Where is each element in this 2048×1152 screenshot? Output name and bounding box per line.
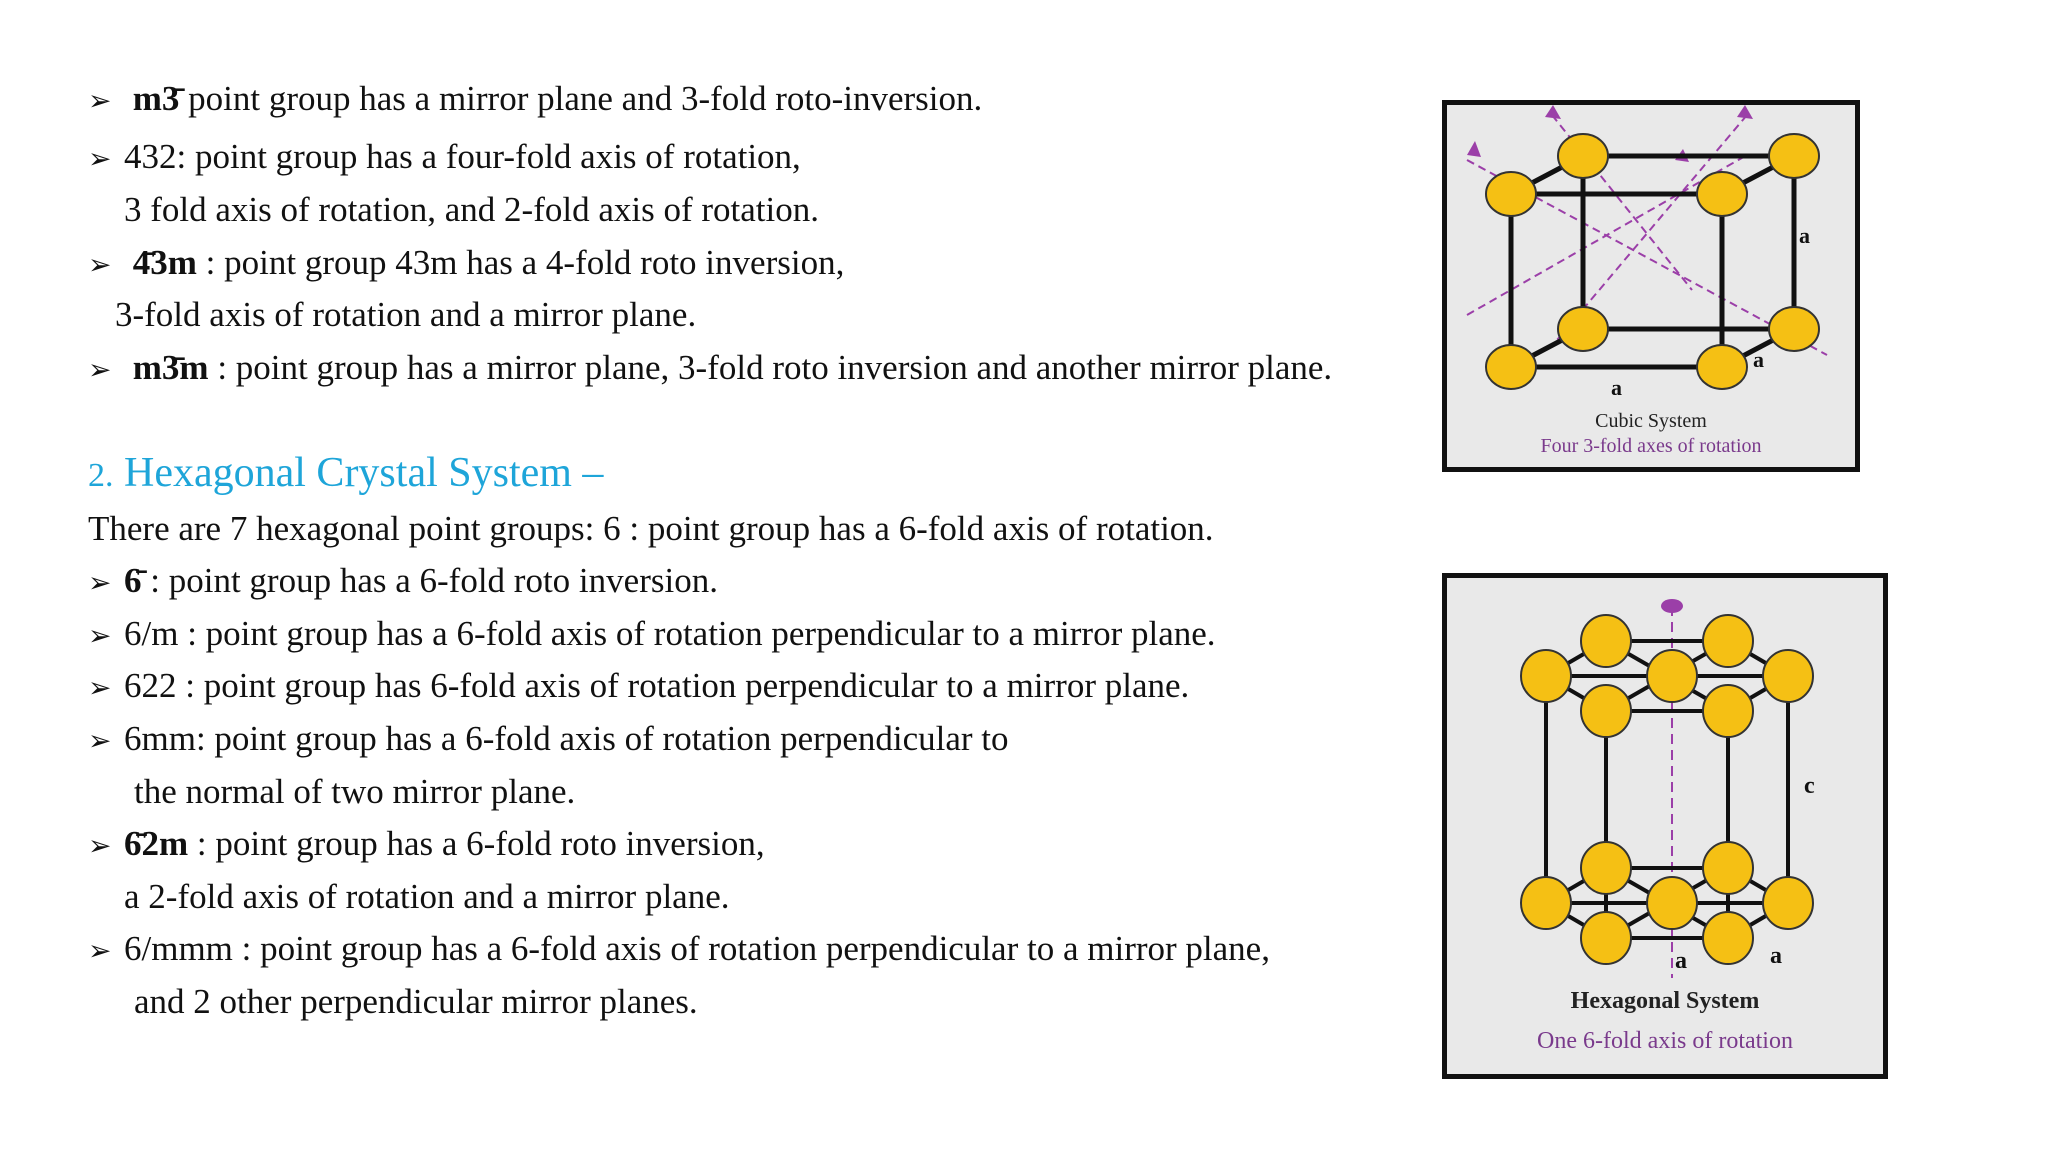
item-text: point group has a mirror plane and 3-fold roto-inversion. — [179, 79, 983, 118]
item-text: 6mm: point group has a 6-fold axis of rotation perpendicular to — [124, 719, 1009, 758]
point-group-symbol: m3̄ — [132, 79, 180, 118]
item-text: 6/mmm : point group has a 6-fold axis of rotation perpendicular to a mirror plane, — [124, 929, 1270, 968]
bullet-arrow-icon: ➢ — [88, 353, 112, 386]
cubic-item-43m — [88, 243, 844, 285]
section-number: 2. — [88, 457, 114, 494]
item-text: a 2-fold axis of rotation and a mirror plane. — [124, 877, 730, 916]
item-text: the normal of two mirror plane. — [134, 772, 576, 811]
cubic-system-figure — [1442, 100, 1860, 472]
section-heading — [88, 449, 603, 500]
item-text: 6/m : point group has a 6-fold axis of rotation perpendicular to a mirror plane. — [124, 614, 1216, 653]
hex-item-6mm — [88, 719, 1009, 761]
section-title: Hexagonal Crystal System – — [113, 450, 604, 496]
top-atoms — [1521, 615, 1813, 737]
cubic-item-m3 — [88, 79, 982, 121]
item-text: : point group has a 6-fold roto inversion. — [141, 561, 718, 600]
hex-item-6mmm-cont — [134, 982, 698, 1022]
bullet-arrow-icon: ➢ — [88, 619, 112, 652]
cubic-item-43m-cont — [115, 295, 696, 335]
item-text: and 2 other perpendicular mirror planes. — [134, 982, 698, 1021]
hex-item-6mm-cont — [134, 772, 575, 812]
item-text: : point group has a 6-fold roto inversion, — [188, 824, 765, 863]
hexagonal-system-figure — [1442, 573, 1888, 1079]
hex-intro — [88, 509, 1214, 549]
bullet-arrow-icon: ➢ — [88, 829, 112, 862]
item-text: 3 fold axis of rotation, and 2-fold axis of rotation. — [124, 190, 819, 229]
axis-arrowheads — [1467, 105, 1753, 162]
hex-label-a2: a — [1770, 943, 1782, 969]
cubic-label-a-right: a — [1753, 347, 1764, 372]
point-group-symbol: 4̄3m — [132, 243, 197, 282]
bullet-arrow-icon: ➢ — [88, 671, 112, 704]
bullet-arrow-icon: ➢ — [88, 724, 112, 757]
item-text: 3-fold axis of rotation and a mirror plane. — [115, 295, 697, 334]
intro-text: There are 7 hexagonal point groups: 6 : point group has a 6-fold axis of rotation. — [88, 509, 1214, 548]
point-group-symbol: 6̄ — [124, 561, 142, 600]
hex-item-622 — [88, 666, 1189, 708]
item-text: : point group has a mirror plane, 3-fold roto inversion and another mirror plane. — [208, 348, 1333, 387]
cubic-item-432 — [88, 137, 801, 179]
cubic-label-a-bottom: a — [1611, 375, 1622, 400]
bullet-arrow-icon: ➢ — [88, 934, 112, 967]
hex-label-c: c — [1804, 773, 1815, 799]
axis-marker-icon — [1661, 599, 1683, 613]
point-group-symbol: 6̄2m — [124, 824, 189, 863]
hex-subcaption: One 6-fold axis of rotation — [1537, 1028, 1793, 1054]
hex-caption: Hexagonal System — [1570, 988, 1760, 1014]
hex-item-62m-cont — [124, 877, 730, 917]
hex-item-62m — [88, 824, 765, 866]
bullet-arrow-icon: ➢ — [88, 566, 112, 599]
cubic-item-m3m — [88, 348, 1332, 390]
item-text: : point group 43m has a 4-fold roto inversion, — [196, 243, 845, 282]
hex-item-6mmm — [88, 929, 1270, 971]
point-group-symbol: m3̄m — [132, 348, 209, 387]
cubic-subcaption: Four 3-fold axes of rotation — [1540, 435, 1762, 457]
hex-label-a1: a — [1675, 948, 1687, 974]
item-text: 622 : point group has 6-fold axis of rotation perpendicular to a mirror plane. — [124, 666, 1190, 705]
cubic-caption: Cubic System — [1595, 410, 1707, 432]
hex-item-6bar — [88, 561, 718, 603]
cubic-label-a-side: a — [1799, 223, 1810, 248]
bullet-arrow-icon: ➢ — [88, 248, 112, 281]
item-text: 432: point group has a four-fold axis of rotation, — [124, 137, 801, 176]
bullet-arrow-icon: ➢ — [88, 84, 112, 117]
hex-item-6m — [88, 614, 1216, 656]
cubic-item-432-cont — [124, 190, 819, 230]
bullet-arrow-icon: ➢ — [88, 142, 112, 175]
